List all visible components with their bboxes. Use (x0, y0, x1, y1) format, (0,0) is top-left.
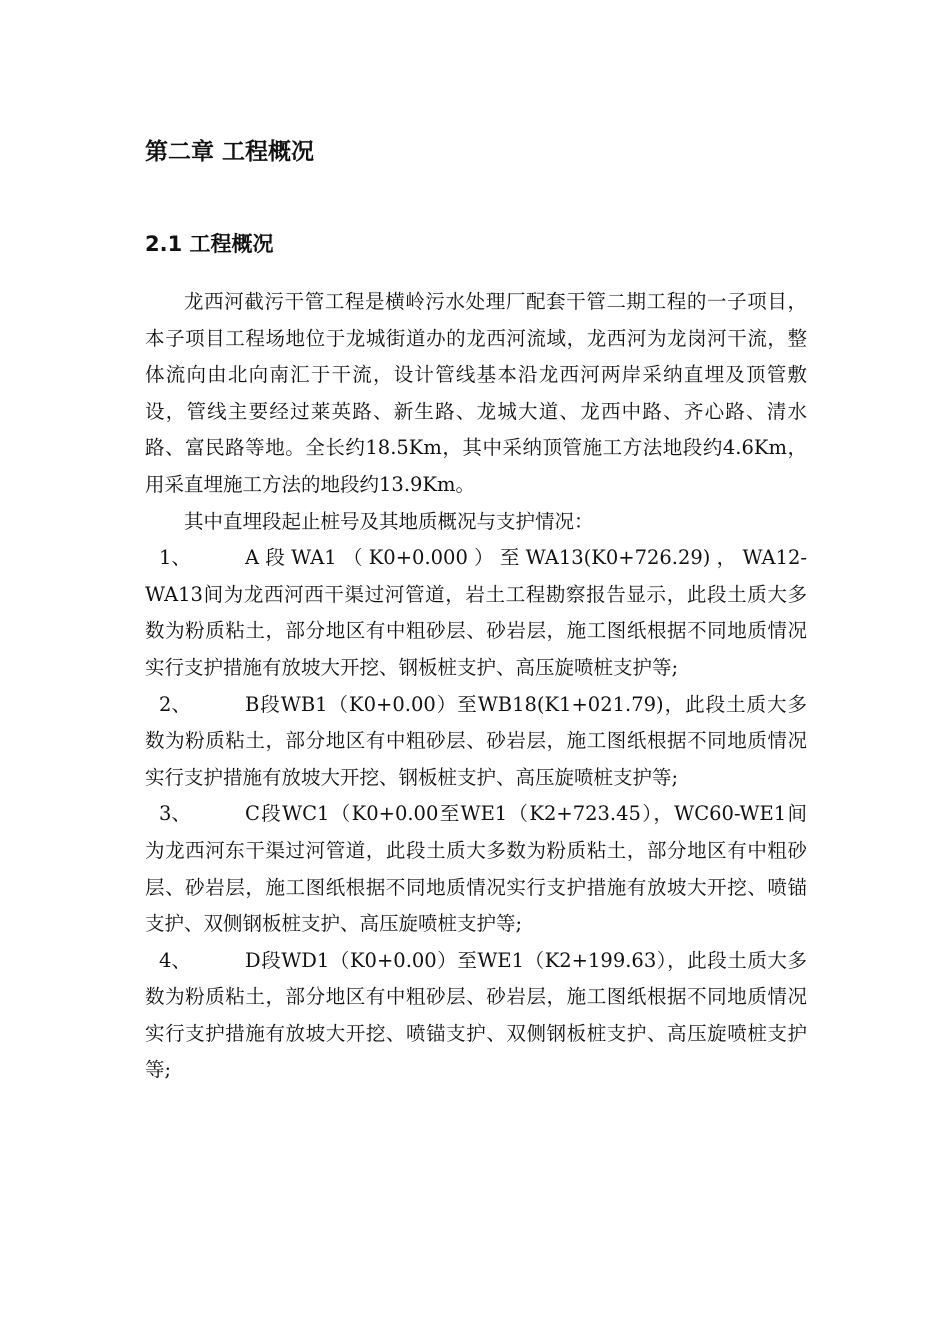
list-item-text: A段WA1（K0+0.000）至WA13(K0+726.29)，WA12-WA13间为龙西河西干渠过河管道，岩土工程勘察报告显示，此段土质大多数为粉质粘土，部分地区有中粗砂层、砂岩层，施工图纸根据不同地质情况实行支护措施有放坡大开挖、钢板桩支护、高压旋喷桩支护等; (145, 546, 807, 679)
list-intro-paragraph: 其中直埋段起止桩号及其地质概况与支护情况： (184, 509, 594, 533)
chapter-title: 第二章 工程概况 (145, 139, 315, 165)
list-item-number: 2、 (159, 692, 191, 716)
list-item-number: 3、 (159, 802, 191, 826)
list-item (145, 687, 807, 797)
list-item-text: B段WB1（K0+0.00）至WB18(K1+021.79)，此段土质大多数为粉质粘土，部分地区有中粗砂层、砂岩层，施工图纸根据不同地质情况实行支护措施有放坡大开挖、钢板桩支护、高压旋喷桩支护等; (145, 692, 807, 789)
intro-paragraph: 龙西河截污干管工程是横岭污水处理厂配套干管二期工程的一子项目，本子项目工程场地位于龙城街道办的龙西河流域，龙西河为龙岗河干流，整体流向由北向南汇于干流，设计管线基本沿龙西河两岸采纳直埋及顶管敷设，管线主要经过莱英路、新生路、龙城大道、龙西中路、齐心路、清水路、富民路等地。全长约18.5Km，其中采纳顶管施工方法地段约4.6Km，用采直埋施工方法的地段约13.9Km。 (145, 290, 807, 496)
list-item-number: 1、 (159, 546, 191, 570)
list-item-number: 4、 (159, 948, 191, 972)
list-item-text: D段WD1（K0+0.00）至WE1（K2+199.63），此段土质大多数为粉质粘土，部分地区有中粗砂层、砂岩层，施工图纸根据不同地质情况实行支护措施有放坡大开挖、喷锚支护、双侧钢板桩支护、高压旋喷桩支护等; (145, 948, 807, 1082)
list-item (145, 796, 807, 942)
list-item-text: C段WC1（K0+0.00至WE1（K2+723.45），WC60-WE1间为龙西河东干渠过河管道，此段土质大多数为粉质粘土，部分地区有中粗砂层、砂岩层，施工图纸根据不同地质情况实行支护措施有放坡大开挖、喷锚支护、双侧钢板桩支护、高压旋喷桩支护等; (145, 802, 807, 936)
list-item (145, 540, 807, 686)
section-title: 2.1 工程概况 (145, 232, 274, 256)
list-item (145, 943, 807, 1089)
body-text (145, 284, 807, 1089)
